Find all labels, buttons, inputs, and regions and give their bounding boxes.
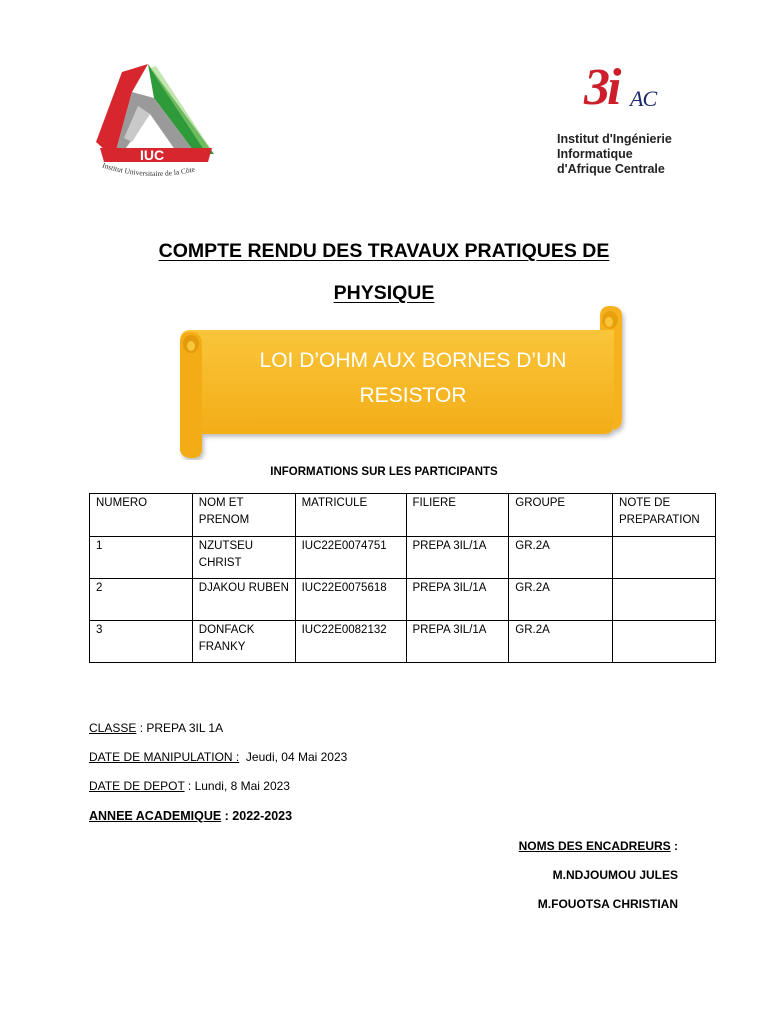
table-cell: PREPA 3IL/1A: [406, 537, 509, 579]
3iac-logo-text: [557, 132, 672, 177]
table-cell: DONFACK FRANKY: [192, 621, 295, 663]
column-header: MATRICULE: [295, 494, 406, 537]
table-cell: IUC22E0075618: [295, 579, 406, 621]
table-header-row: [90, 494, 716, 537]
column-header: GROUPE: [509, 494, 613, 537]
column-header: NUMERO: [90, 494, 193, 537]
iuc-logo-graphic: [92, 62, 220, 188]
academic-year-label: ANNEE ACADEMIQUE: [89, 809, 222, 823]
manipulation-date-label: DATE DE MANIPULATION :: [89, 750, 240, 764]
academic-year-value: : 2022-2023: [221, 809, 293, 823]
table-cell: 3: [90, 621, 193, 663]
submission-date-value: : Lundi, 8 Mai 2023: [184, 779, 290, 793]
3iac-logo-line: Institut d'Ingénierie: [557, 132, 672, 146]
3iac-logo: [552, 56, 692, 182]
table-cell: 2: [90, 579, 193, 621]
table-cell: PREPA 3IL/1A: [406, 579, 509, 621]
table-cell: [613, 621, 716, 663]
participants-heading: INFORMATIONS SUR LES PARTICIPANTS: [270, 466, 498, 478]
supervisor-name: M.NDJOUMOU JULES: [552, 868, 678, 882]
class-label: CLASSE: [89, 721, 137, 735]
iuc-logo-caption: Institut Universitaire de la Côte: [101, 160, 196, 179]
participants-table: [89, 493, 716, 663]
3iac-logo-ac: AC: [630, 86, 657, 111]
table-cell: [613, 537, 716, 579]
banner-line: LOI D’OHM AUX BORNES D’UN: [259, 349, 567, 372]
document-subject: PHYSIQUE: [333, 282, 435, 304]
class-info: [89, 721, 223, 735]
table-cell: GR.2A: [509, 579, 613, 621]
iuc-logo-wordmark: IUC: [140, 147, 165, 163]
manipulation-date-value: Jeudi, 04 Mai 2023: [239, 750, 348, 764]
table-cell: [613, 579, 716, 621]
column-header: FILIERE: [406, 494, 509, 537]
iuc-logo: [92, 62, 220, 188]
manipulation-date-info: [89, 750, 347, 764]
table-row: [90, 579, 716, 621]
3iac-logo-line: d'Afrique Centrale: [557, 162, 665, 176]
3iac-logo-mark: 3i: [584, 59, 619, 116]
table-cell: 1: [90, 537, 193, 579]
submission-date-label: DATE DE DEPOT: [89, 779, 185, 793]
class-value: : PREPA 3IL 1A: [136, 721, 224, 735]
table-cell: PREPA 3IL/1A: [406, 621, 509, 663]
table-row: [90, 537, 716, 579]
document-title: COMPTE RENDU DES TRAVAUX PRATIQUES DE: [158, 240, 610, 262]
table-cell: DJAKOU RUBEN: [192, 579, 295, 621]
submission-date-info: [89, 779, 290, 793]
table-cell: GR.2A: [509, 621, 613, 663]
supervisors-heading-suffix: :: [670, 839, 678, 853]
table-cell: GR.2A: [509, 537, 613, 579]
scroll-shape: [176, 302, 630, 460]
supervisor-name: M.FOUOTSA CHRISTIAN: [537, 897, 678, 911]
banner-line: RESISTOR: [359, 384, 467, 407]
supervisors-heading-label: NOMS DES ENCADREURS: [518, 839, 671, 853]
table-cell: NZUTSEU CHRIST: [192, 537, 295, 579]
table-cell: IUC22E0074751: [295, 537, 406, 579]
column-header: NOM ET PRENOM: [192, 494, 295, 537]
table-cell: IUC22E0082132: [295, 621, 406, 663]
topic-banner: [176, 302, 630, 460]
supervisors-heading: [519, 839, 678, 853]
3iac-logo-line: Informatique: [557, 147, 633, 161]
academic-year-info: [89, 809, 292, 823]
column-header: NOTE DE PREPARATION: [613, 494, 716, 537]
table-row: [90, 621, 716, 663]
